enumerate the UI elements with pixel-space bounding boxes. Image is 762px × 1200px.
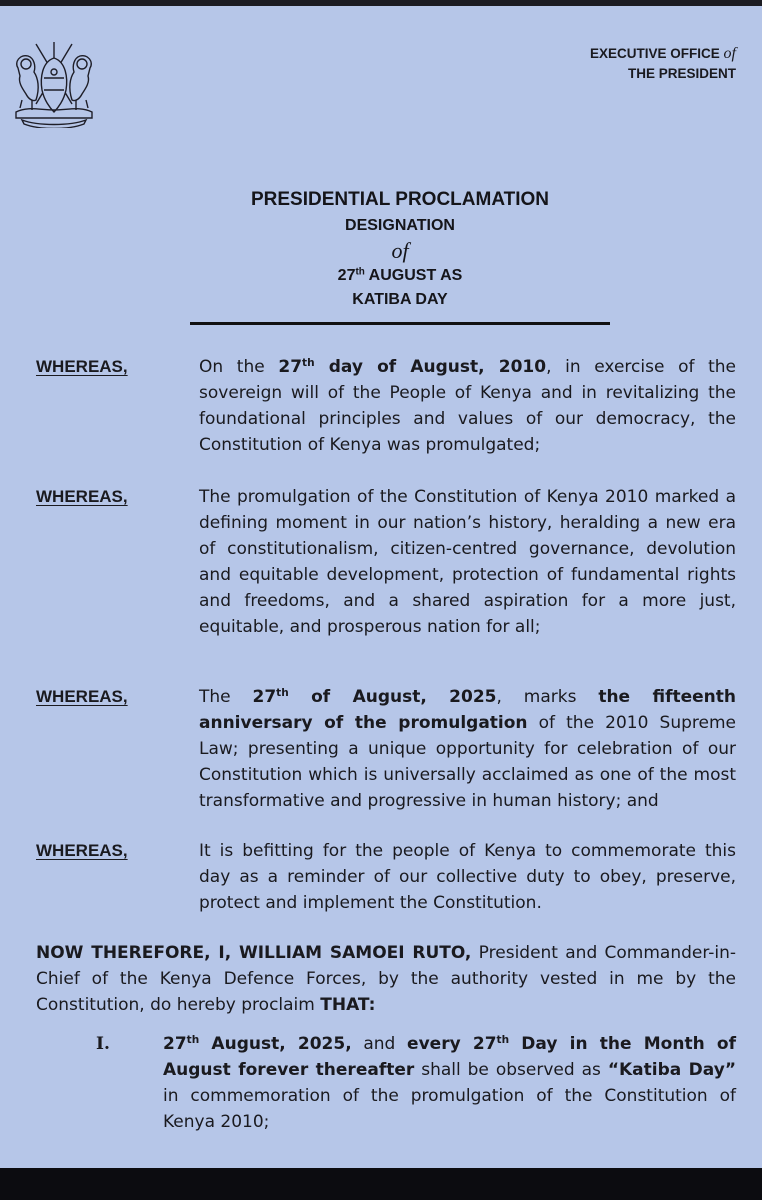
clause-text [199, 684, 736, 814]
clause-suffix: th [276, 687, 289, 700]
item-suffix: th [496, 1034, 510, 1047]
clause-text-part: , marks [496, 687, 599, 707]
item-bold-part: August, 2025, [199, 1034, 352, 1054]
proclamation-paragraph [36, 940, 736, 1018]
item-bold-part: every 27 [407, 1034, 497, 1054]
title-date-suffix: th [355, 266, 365, 278]
clause-text-part: The [199, 687, 253, 707]
clause-bold-part: the fifteenth anniversary of the promulgation [199, 687, 736, 733]
office-of-word: of [723, 45, 736, 62]
clause-text: It is befitting for the people of Kenya to commemorate this day as a reminder of our collective duty to obey, preserve, protect and implement the Constitution. [199, 841, 736, 913]
title-date-rest: AUGUST AS [364, 267, 463, 284]
item-text-part: in commemoration of the promulgation of the Constitution of Kenya 2010; [163, 1086, 736, 1132]
clause-label: WHEREAS, [36, 687, 128, 706]
item-bold-part: “Katiba Day” [607, 1060, 736, 1080]
executive-office-heading [590, 44, 736, 84]
clause-bold-part: day of August, 2010 [314, 357, 547, 377]
item-text-part: shall be observed as [414, 1060, 608, 1080]
item-bold-part: Day in the Month of August forever thereafter [163, 1034, 736, 1080]
clause-bold-part: 27 [252, 687, 277, 707]
clause-text [199, 354, 736, 458]
title-line3: of [391, 238, 409, 263]
clause-text-part: of the 2010 Supreme Law; presenting a unique opportunity for celebration of our Constitution which is universally acclaimed as one of the most transformative and progressive in human history; and [199, 713, 736, 811]
title-line4 [190, 264, 610, 288]
proclamation-bold-part: NOW THEREFORE, I, WILLIAM SAMOEI RUTO, [36, 943, 472, 963]
scan-top-edge [0, 0, 762, 6]
title-underline [190, 322, 610, 325]
clause-suffix: th [302, 357, 315, 370]
item-suffix: th [186, 1034, 200, 1047]
title-date-number: 27 [337, 267, 356, 284]
clause-text-part: , in exercise of the sovereign will of the People of Kenya and in revitalizing the foundational principles and values of our democracy, the Constitution of Kenya was promulgated; [199, 357, 736, 455]
item-number: I. [96, 1034, 110, 1054]
item-bold-part: 27 [163, 1034, 187, 1054]
clause-bold-part: of August, 2025 [288, 687, 497, 707]
scan-bottom-edge [0, 1168, 762, 1200]
title-line2: DESIGNATION [345, 217, 455, 234]
clause-bold-part: 27 [278, 357, 303, 377]
proclamation-title [190, 186, 610, 312]
clause-text-part: On the [199, 357, 279, 377]
office-line1: EXECUTIVE OFFICE [590, 46, 724, 61]
coat-of-arms-icon [8, 38, 100, 128]
title-line1: PRESIDENTIAL PROCLAMATION [250, 189, 550, 210]
item-text [163, 1031, 736, 1135]
office-line2: THE PRESIDENT [627, 66, 736, 81]
item-text-part: and [351, 1034, 408, 1054]
title-line5: KATIBA DAY [352, 291, 448, 308]
clause-label: WHEREAS, [36, 841, 128, 860]
proclamation-bold-part: THAT: [320, 995, 376, 1015]
clause-label: WHEREAS, [36, 487, 128, 506]
clause-text: The promulgation of the Constitution of Kenya 2010 marked a defining moment in our nation’s history, heralding a new era of constitutionalism, citizen-centred governance, devolution and equitable development, protection of fundamental rights and freedoms, and a shared aspiration for a more just, equitable, and prosperous nation for all; [199, 487, 736, 637]
clause-label: WHEREAS, [36, 357, 128, 376]
proclamation-text-part: President and Commander-in-Chief of the Kenya Defence Forces, by the authority vested in me by the Constitution, do hereby proclaim [36, 943, 737, 1015]
